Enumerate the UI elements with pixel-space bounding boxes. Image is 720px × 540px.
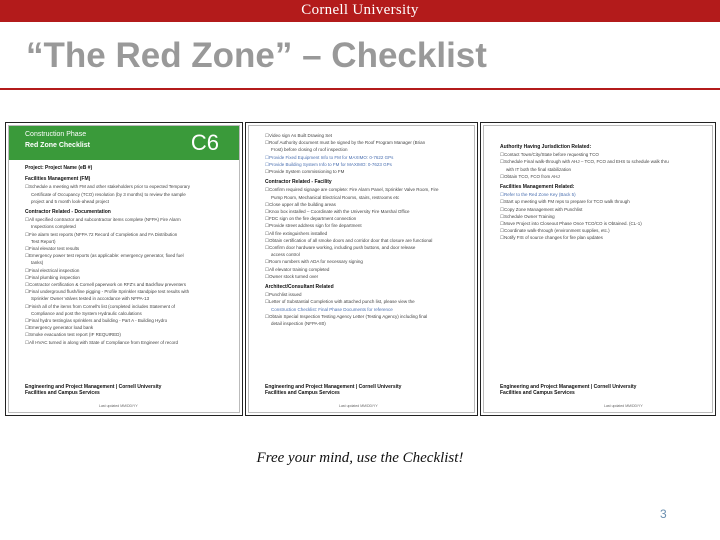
section-heading: Facilities Management Related: <box>500 184 575 191</box>
section-heading: Architect/Consultant Related <box>265 284 334 291</box>
checklist-item: ☐ Provide System commissioning to FM <box>249 168 474 175</box>
checklist-page-3 <box>480 122 716 416</box>
checklist-item: ☐ Emergency generator load bank <box>9 324 239 331</box>
checklist-code: C6 <box>190 130 219 155</box>
checklist-item: ☐ Roof Authority document must be signed by the Roof Program Manager (Brian <box>249 139 474 146</box>
checklist-item: Certificate of Occupancy (TCO) resolution (by 3 months) to review the sample <box>31 191 186 197</box>
section-heading: Contractor Related - Documentation <box>25 209 111 216</box>
checklist-item: ☐ Notify FIS of source changes for fire plan updates <box>484 234 712 241</box>
checklist-item: ☐ Final elevator test results <box>9 245 239 252</box>
page-footer <box>265 384 401 396</box>
checklist-item: ☐ Emergency power test reports (as applicable: emergency generator, fixed fuel <box>9 252 239 259</box>
checklist-item: ☐ FDC sign on the fire department connection <box>249 215 474 222</box>
footer-line-1: Engineering and Project Management | Cornell University <box>25 384 162 390</box>
checklist-items <box>9 176 239 346</box>
checklist-item: Compliance and post the System Hydraulic calculations <box>31 310 142 316</box>
checklist-item: ☐ Owner stock turned over <box>249 273 474 280</box>
checklist-item: ☐ Knox box installed – Coordinate with the University Fire Marshal Office <box>249 208 474 215</box>
checklist-item: Pump Room, Mechanical Electrical Rooms, stairs, restrooms etc <box>271 194 400 200</box>
checklist-items <box>484 126 712 242</box>
checklist-item: ☐ Contractor certification & Cornell paperwork on RFZ's and Backflow preventers <box>9 281 239 288</box>
checklist-page-2 <box>245 122 478 416</box>
checklist-item: access control <box>271 252 300 258</box>
page-number: 3 <box>660 507 667 521</box>
checklist-item: ☐ Fire alarm test reports (NFPA 72 Record of Completion and FA Distribution <box>9 231 239 238</box>
project-label: Project: Project Name (eB #) <box>25 165 93 171</box>
footer-date: Last updated MM/DD/YY <box>99 404 138 408</box>
checklist-item: ☐ Contact Town/City/State before requesting TCO <box>484 151 712 158</box>
checklist-item: ☐ Coordinate walk-through (environment supplies, etc.) <box>484 227 712 234</box>
checklist-item: ☐ Schedule a meeting with FM and other stakeholders prior to expected Temporary <box>9 183 239 190</box>
university-logo-text: Cornell University <box>301 2 419 18</box>
slide-caption: Free your mind, use the Checklist! <box>256 450 464 466</box>
checklist-item: ☐ Obtain Special Inspection Testing Agency Letter (Testing Agency) including final <box>249 313 474 320</box>
checklist-item: ☐ All elevator training completed <box>249 266 474 273</box>
footer-date: Last updated MM/DD/YY <box>604 404 643 408</box>
checklist-item: Frost) before closing of roof inspection <box>271 147 348 153</box>
checklist-item: Construction Checklist: Final Phase Documents for reference <box>271 306 393 312</box>
slide-title: “The Red Zone” – Checklist <box>26 36 487 75</box>
checklist-item: ☐ Final underground flush/line pigging - Profile Sprinkler standpipe test results with <box>9 288 239 295</box>
footer-line-1: Engineering and Project Management | Cornell University <box>500 384 637 390</box>
checklist-item: ☐ Obtain certification of all smoke doors and corridor door that closure are functional <box>249 237 474 244</box>
checklist-item: Test Report) <box>31 238 56 244</box>
phase-label: Construction Phase <box>25 131 87 138</box>
footer-line-1: Engineering and Project Management | Cornell University <box>265 384 402 390</box>
phase-banner <box>9 126 239 160</box>
checklist-item: ☐ Provide Building System Info to FM for MAXIMO: 0-7623 GPs <box>249 161 474 168</box>
checklist-item: ☐ Schedule Owner Training <box>484 213 712 220</box>
checklist-item: ☐ Video sign As Built Drawing Set <box>249 132 474 139</box>
checklist-item: ☐ Start up meeting with FM reps to prepare for TCO walk through <box>484 198 712 205</box>
checklist-name: Red Zone Checklist <box>25 142 90 149</box>
footer-line-2: Facilities and Campus Services <box>25 390 100 396</box>
checklist-item: ☐ Confirm required signage are complete: Fire Alarm Panel, Sprinkler Valve Room, Fire <box>249 186 474 193</box>
checklist-item: ☐ Final electrical inspection <box>9 267 239 274</box>
checklist-item: project and 5 month look-ahead project <box>31 198 110 204</box>
page-footer <box>25 384 161 396</box>
checklist-item: ☐ Schedule Final walk-through with AHJ – TCO, FCO and EHS to schedule walk thru <box>484 158 712 165</box>
checklist-item: ☐ Move Project into Closeout Phase Once TCO/CO is Obtained. (CL-1) <box>484 220 712 227</box>
footer-date: Last updated MM/DD/YY <box>339 404 378 408</box>
checklist-item: ☐ Final plumbing inspection <box>9 274 239 281</box>
checklist-item: ☐ Final hydro testing/as sprinklers and building - Part A - Building Hydro <box>9 317 239 324</box>
checklist-item: ☐ Close upper all the building areas <box>249 201 474 208</box>
checklist-item: ☐ Copy Zone Management with Punchlist <box>484 206 712 213</box>
checklist-item: ☐ Confirm door hardware working, including push buttons, and door release <box>249 244 474 251</box>
checklist-item: ☐ Obtain TCO, FCO from AHJ <box>484 173 712 180</box>
checklist-item: ☐ Punchlist issued <box>249 291 474 298</box>
checklist-item: Inspections completed <box>31 224 76 230</box>
footer-line-2: Facilities and Campus Services <box>265 390 340 396</box>
checklist-item: with IT both the final stabilization <box>506 166 571 172</box>
checklist-item: ☐ Finish all of the items from Cornell's list (completed includes Statement of <box>9 303 239 310</box>
checklist-item: ☐ All specified contractor and subcontractor items complete (NFPA) Fire Alarm <box>9 216 239 223</box>
checklist-page-1 <box>5 122 243 416</box>
title-divider <box>0 88 720 90</box>
checklist-items <box>249 126 474 327</box>
checklist-item: tanks) <box>31 260 44 266</box>
section-heading: Authority Having Jurisdiction Related: <box>500 144 592 150</box>
checklist-item: ☐ Refer to the Red Zone Key (Back 5) <box>484 191 712 198</box>
top-banner <box>0 0 720 22</box>
checklist-item: Sprinkler Owner Valves tested in accordance with NFPA-13 <box>31 296 150 302</box>
section-heading: Facilities Management (FM) <box>25 176 91 183</box>
page-footer <box>500 384 636 396</box>
checklist-item: ☐ Room numbers with ADA for necessary signing <box>249 258 474 265</box>
checklist-item: ☐ All HVAC turned in along with State of Compliance from Engineer of record <box>9 339 239 346</box>
checklist-item: ☐ Provide street address sign for fire department <box>249 222 474 229</box>
checklist-item: ☐ Provide Fixed Equipment Info to FM for MAXIMO: 0-7622 GPs <box>249 154 474 161</box>
checklist-item: ☐ Smoke evacuation test report (IF REQUIRED) <box>9 331 239 338</box>
section-heading: Contractor Related - Facility <box>265 179 332 186</box>
checklist-item: ☐ All fire extinguishers installed <box>249 230 474 237</box>
checklist-item: ☐ Letter of Substantial Completion with attached punch list, please view the <box>249 298 474 305</box>
checklist-item: detail inspection (NFPA-80) <box>271 321 326 327</box>
footer-line-2: Facilities and Campus Services <box>500 390 575 396</box>
